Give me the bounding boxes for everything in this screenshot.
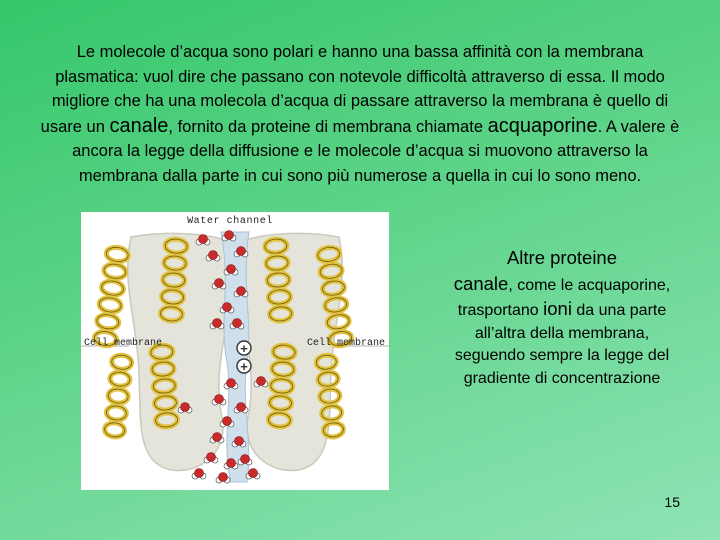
paragraph-part-3: . A valere è ancora la legge della diffusione e le molecole d’acqua si muovono attraverso la membrana dalla parte in cui sono più numerose a quella in cui lo sono meno. xyxy=(72,117,680,185)
ion-positive-1 xyxy=(237,341,251,356)
term-canale: canale xyxy=(109,114,169,137)
side-part-1: , come le acquaporine, trasportano xyxy=(457,276,671,319)
page-number: 15 xyxy=(664,494,680,510)
term-ioni: ioni xyxy=(543,298,572,319)
label-water-channel: Water channel xyxy=(187,216,273,227)
term-canale-side: canale xyxy=(453,272,509,294)
term-acquaporine: acquaporine xyxy=(487,114,598,137)
water-channel-figure xyxy=(81,212,389,490)
main-paragraph xyxy=(40,40,680,188)
water-channel-illustration xyxy=(81,212,389,490)
side-paragraph xyxy=(452,246,672,390)
side-heading: Altre proteine xyxy=(506,247,618,268)
svg-text:+: + xyxy=(240,359,248,374)
side-part-2: da una parte all’altra della membrana, seguendo sempre la legge del gradiente di concentrazione xyxy=(454,302,670,387)
svg-text:+: + xyxy=(240,341,248,356)
paragraph-part-2: , fornito da proteine di membrana chiamate xyxy=(168,117,488,136)
label-cell-membrane-left: Cell membrane xyxy=(84,338,163,349)
ion-positive-2 xyxy=(237,359,251,374)
label-cell-membrane-right: Cell membrane xyxy=(307,338,386,349)
paragraph-part-1: Le molecole d’acqua sono polari e hanno una bassa affinità con la membrana plasmatica: vuol dire che passano con notevole difficoltà attraverso di essa. Il modo migliore che ha una molecola d’acqua di passare attraverso la membrana è quello di usare un xyxy=(40,43,669,136)
